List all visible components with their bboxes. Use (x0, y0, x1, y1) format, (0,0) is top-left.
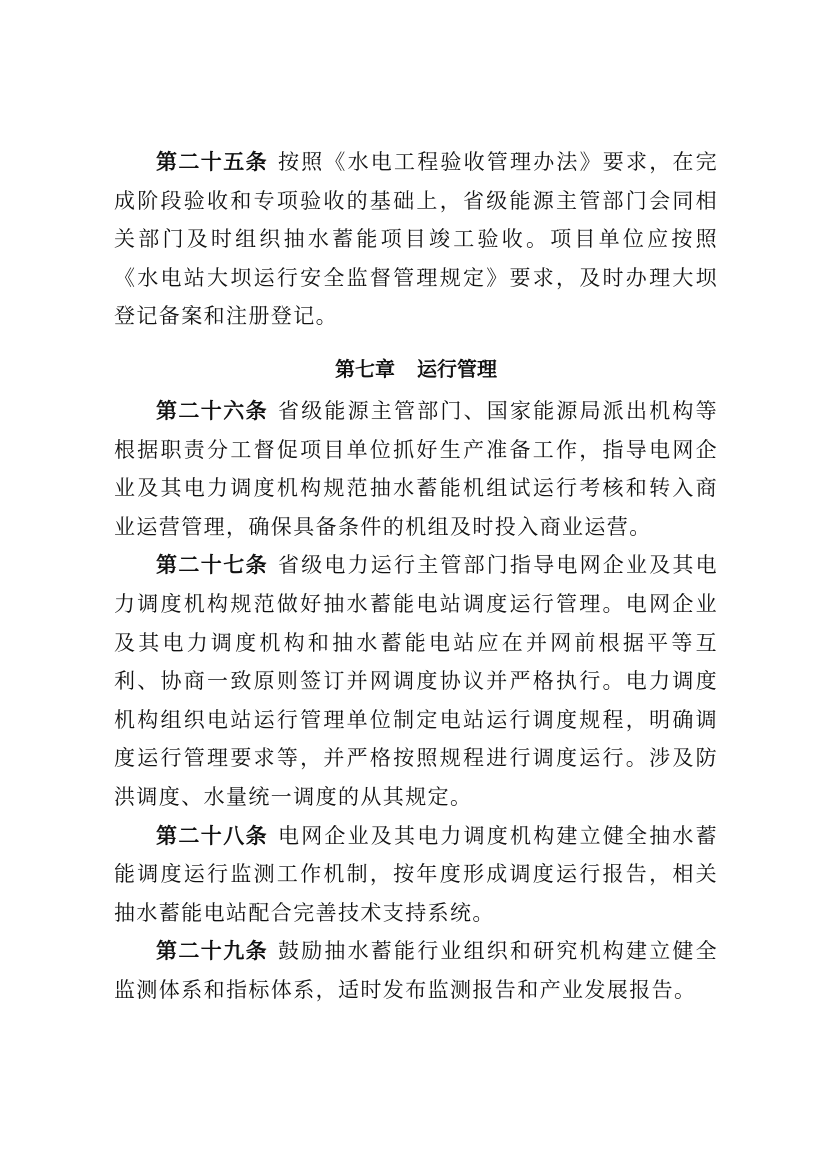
article-27-number: 第二十七条 (156, 553, 268, 578)
article-29 (114, 932, 718, 1009)
article-27 (114, 546, 718, 816)
article-25-number: 第二十五条 (156, 150, 268, 174)
article-29-text: 鼓励抽水蓄能行业组织和研究机构建立健全监测体系和指标体系，适时发布监测报告和产业发展报告。 (114, 939, 718, 1002)
section-article-25 (114, 143, 718, 336)
chapter-title: 运行管理 (417, 357, 497, 381)
article-25 (114, 143, 718, 336)
chapter-heading (114, 350, 718, 388)
article-26 (114, 392, 718, 546)
chapter-number: 第七章 (335, 357, 395, 381)
article-29-number: 第二十九条 (156, 939, 268, 964)
article-26-text: 省级能源主管部门、国家能源局派出机构等根据职责分工督促项目单位抓好生产准备工作，指导电网企业及其电力调度机构规范抽水蓄能机组试运行考核和转入商业运营管理，确保具备条件的机组及时投入商业运营。 (114, 399, 718, 539)
article-28 (114, 817, 718, 933)
section-chapter-7-body (114, 392, 718, 1010)
article-28-number: 第二十八条 (156, 823, 268, 848)
article-25-text: 按照《水电工程验收管理办法》要求，在完成阶段验收和专项验收的基础上，省级能源主管部门会同相关部门及时组织抽水蓄能项目竣工验收。项目单位应按照《水电站大坝运行安全监督管理规定》要求，及时办理大坝登记备案和注册登记。 (114, 150, 718, 329)
article-28-text: 电网企业及其电力调度机构建立健全抽水蓄能调度运行监测工作机制，按年度形成调度运行报告，相关抽水蓄能电站配合完善技术支持系统。 (114, 823, 718, 925)
article-26-number: 第二十六条 (156, 399, 268, 423)
article-27-text: 省级电力运行主管部门指导电网企业及其电力调度机构规范做好抽水蓄能电站调度运行管理。电网企业及其电力调度机构和抽水蓄能电站应在并网前根据平等互利、协商一致原则签订并网调度协议并严格执行。电力调度机构组织电站运行管理单位制定电站运行调度规程，明确调度运行管理要求等，并严格按照规程进行调度运行。涉及防洪调度、水量统一调度的从其规定。 (114, 553, 718, 809)
